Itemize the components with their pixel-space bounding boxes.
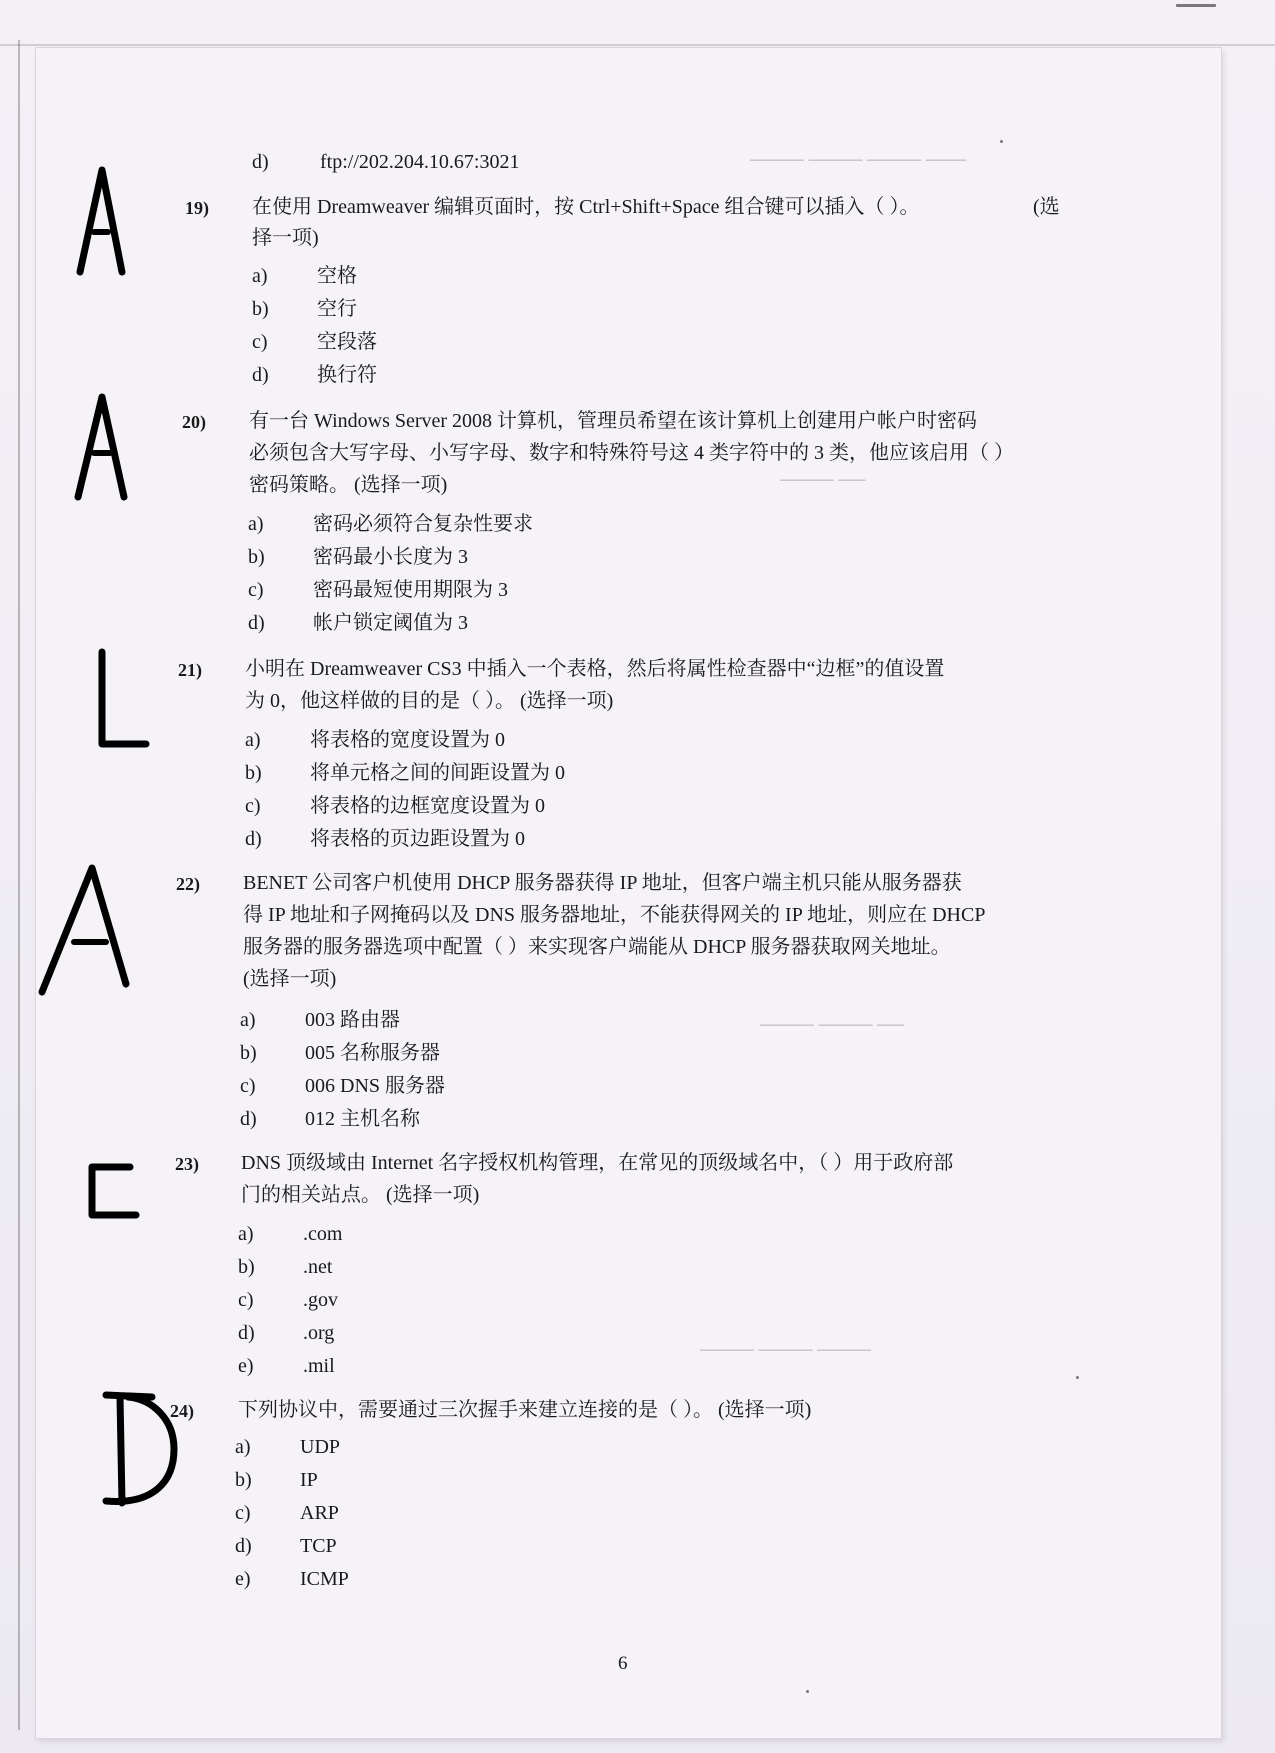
- question-23: [175, 1148, 1075, 1218]
- page-number: 6: [618, 1653, 628, 1674]
- question-text-line: 小明在 Dreamweaver CS3 中插入一个表格，然后将属性检查器中“边框”的值设置: [245, 658, 945, 680]
- option-text: 空格: [317, 265, 357, 287]
- question-number: 23): [175, 1154, 199, 1174]
- question-text-line: 门的相关站点。 (选择一项): [241, 1184, 480, 1206]
- option-text: ARP: [300, 1502, 339, 1524]
- option-letter: b): [248, 546, 265, 568]
- question-text-line: 有一台 Windows Server 2008 计算机，管理员希望在该计算机上创建用户帐户时密码: [249, 410, 978, 432]
- option-letter: d): [245, 828, 262, 850]
- question-text-line: (选择一项): [243, 968, 337, 990]
- handwritten-answer-23: [82, 1155, 172, 1275]
- handwritten-answer-20: [60, 385, 150, 505]
- question-20: [182, 406, 1082, 506]
- option-letter: d): [240, 1108, 257, 1130]
- question-text-line: BENET 公司客户机使用 DHCP 服务器获得 IP 地址，但客户端主机只能从服务器获: [243, 872, 962, 894]
- option-text: .org: [303, 1322, 335, 1344]
- option-letter: c): [235, 1502, 251, 1524]
- scan-speck: [1000, 140, 1003, 143]
- question-text-line: 必须包含大写字母、小写字母、数字和特殊符号这 4 类字符中的 3 类，他应该启用（ ）: [249, 442, 1014, 464]
- scan-speck: [806, 1690, 809, 1693]
- option-letter: b): [245, 762, 262, 784]
- question-text-line: 下列协议中，需要通过三次握手来建立连接的是（ ）。 (选择一项): [238, 1399, 812, 1421]
- option-letter: e): [238, 1355, 254, 1377]
- question-number: 21): [178, 660, 202, 680]
- option-text: 将表格的页边距设置为 0: [310, 828, 525, 850]
- question-text-tail: (选: [1033, 196, 1060, 218]
- option-text: 空段落: [317, 331, 377, 353]
- option-text: ICMP: [300, 1568, 349, 1590]
- option-text: 密码最小长度为 3: [313, 546, 468, 568]
- option-letter: d): [248, 612, 265, 634]
- option-text: 将单元格之间的间距设置为 0: [310, 762, 565, 784]
- option-text: 012 主机名称: [305, 1108, 420, 1130]
- option-letter: b): [235, 1469, 252, 1491]
- option-text: 密码最短使用期限为 3: [313, 579, 508, 601]
- option-letter: e): [235, 1568, 251, 1590]
- scan-speck: [1076, 1376, 1079, 1379]
- option-letter: c): [238, 1289, 254, 1311]
- option-letter: d): [235, 1535, 252, 1557]
- question-text-line: DNS 顶级域由 Internet 名字授权机构管理，在常见的顶级域名中，（ ）用于政府部: [241, 1152, 954, 1174]
- option-text: ftp://202.204.10.67:3021: [320, 151, 520, 173]
- option-text: .com: [303, 1223, 343, 1245]
- handwritten-answer-22: [30, 860, 140, 1000]
- option-text: UDP: [300, 1436, 341, 1458]
- option-letter: b): [240, 1042, 257, 1064]
- question-text-line: 在使用 Dreamweaver 编辑页面时，按 Ctrl+Shift+Space 组合键可以插入（ ）。: [252, 196, 920, 218]
- question-text-line: 服务器的服务器选项中配置（ ）来实现客户端能从 DHCP 服务器获取网关地址。: [243, 936, 951, 958]
- option-letter: c): [240, 1075, 256, 1097]
- question-number: 22): [176, 874, 200, 894]
- option-text: 将表格的宽度设置为 0: [310, 729, 505, 751]
- handwritten-answer-19: [60, 160, 150, 280]
- option-text: 帐户锁定阈值为 3: [313, 612, 468, 634]
- question-number: 20): [182, 412, 206, 432]
- option-letter: a): [238, 1223, 254, 1245]
- question-text-line: 为 0，他这样做的目的是（ ）。 (选择一项): [245, 690, 614, 712]
- show-through-ghost: ──── ──: [780, 470, 866, 491]
- option-text: IP: [300, 1469, 318, 1491]
- option-text: 将表格的边框宽度设置为 0: [310, 795, 545, 817]
- question-text-line: 密码策略。 (选择一项): [249, 474, 448, 496]
- option-letter: b): [238, 1256, 255, 1278]
- show-through-ghost: ──── ──── ──── ───: [750, 150, 967, 171]
- option-letter: d): [252, 151, 269, 173]
- option-letter: a): [252, 265, 268, 287]
- show-through-ghost: ──── ──── ────: [700, 1340, 872, 1361]
- show-through-ghost: ──── ──── ──: [760, 1015, 905, 1036]
- question-19: [185, 192, 1085, 262]
- option-letter: d): [252, 364, 269, 386]
- option-text: 003 路由器: [305, 1009, 400, 1031]
- option-text: 密码必须符合复杂性要求: [313, 513, 533, 535]
- option-text: .gov: [303, 1289, 338, 1311]
- question-22: [176, 868, 1076, 998]
- option-letter: a): [235, 1436, 251, 1458]
- option-letter: a): [240, 1009, 256, 1031]
- option-text: 换行符: [317, 364, 377, 386]
- option-letter: d): [238, 1322, 255, 1344]
- option-text: TCP: [300, 1535, 337, 1557]
- question-number: 24): [170, 1401, 194, 1421]
- question-text-line: 择一项): [252, 227, 319, 249]
- option-text: .net: [303, 1256, 333, 1278]
- option-letter: a): [248, 513, 264, 535]
- option-letter: c): [245, 795, 261, 817]
- question-text-line: 得 IP 地址和子网掩码以及 DNS 服务器地址，不能获得网关的 IP 地址，则应在 DHCP: [243, 904, 986, 926]
- option-text: 006 DNS 服务器: [305, 1075, 446, 1097]
- option-letter: a): [245, 729, 261, 751]
- question-21: [178, 654, 1078, 724]
- option-text: 空行: [317, 298, 357, 320]
- option-text: .mil: [303, 1355, 335, 1377]
- option-letter: c): [248, 579, 264, 601]
- handwritten-answer-24: [92, 1385, 192, 1515]
- scan-speck: [1176, 4, 1216, 7]
- question-number: 19): [185, 198, 209, 218]
- option-text: 005 名称服务器: [305, 1042, 440, 1064]
- handwritten-answer-21: [88, 640, 178, 760]
- question-24: [170, 1395, 1070, 1435]
- option-letter: c): [252, 331, 268, 353]
- option-letter: b): [252, 298, 269, 320]
